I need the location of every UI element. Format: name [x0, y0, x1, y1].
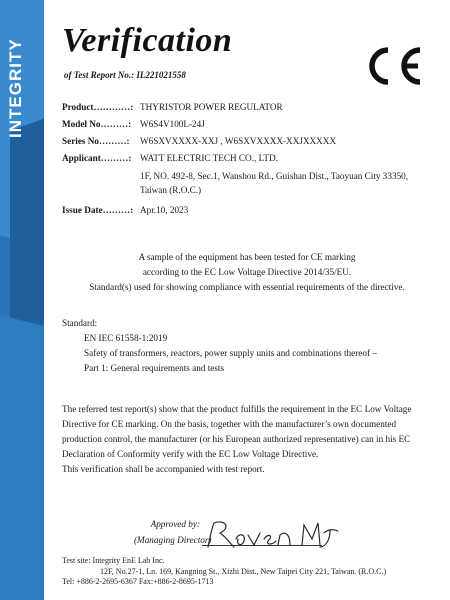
model-row — [62, 117, 442, 131]
ce-mark-icon — [360, 42, 426, 90]
document-title: Verification — [62, 22, 233, 59]
applicant-label: Applicant………: — [62, 153, 132, 163]
statement-line: A sample of the equipment has been tested for CE marking — [138, 252, 356, 262]
series-row — [62, 134, 442, 148]
issue-date-label: Issue Date………: — [62, 205, 134, 215]
body-line: Directive for CE marking. On the basis, together with the manufacturer’s own documented — [62, 419, 397, 429]
test-statement — [62, 250, 432, 295]
body-line: This verification shall be accompanied with test report. — [62, 464, 265, 474]
sidebar-band — [0, 310, 44, 600]
model-label: Model No………: — [62, 119, 132, 129]
product-value: THYRISTOR POWER REGULATOR — [140, 102, 283, 112]
test-site-footer — [62, 556, 442, 588]
standard-section — [62, 316, 432, 376]
standard-label: Standard: — [62, 318, 98, 328]
product-label: Product…………: — [62, 102, 134, 112]
address-line: 1F, NO. 492-8, Sec.1, Wanshou Rd., Guishan Dist., Taoyuan City 33350, — [140, 171, 409, 181]
address-line: Taiwan (R.O.C.) — [140, 185, 202, 195]
applicant-row — [62, 151, 442, 165]
brand-sidebar — [0, 0, 44, 600]
verification-body — [62, 402, 437, 477]
footer-line: Tel: +886-2-2695-6367 Fax:+886-2-8695-1713 — [62, 577, 214, 586]
footer-line: Test site: Integrity EnE Lab Inc. — [62, 556, 165, 565]
signer-role: (Managing Director) — [134, 535, 212, 545]
product-row — [62, 100, 442, 114]
approval-block — [134, 519, 440, 559]
standard-description: Part 1: General requirements and tests — [84, 363, 225, 373]
footer-line: 12F, No.27-1, Ln. 169, Kangning St., Xizhi Dist., New Taipei City 221, Taiwan. (R.O.C.) — [100, 566, 387, 576]
model-value: W6S4V100L-24J — [140, 119, 205, 129]
issue-date-value: Apr.10, 2023 — [140, 205, 189, 215]
approved-by-label: Approved by: — [150, 519, 200, 529]
applicant-value: WATT ELECTRIC TECH CO., LTD. — [140, 153, 278, 163]
series-value: W6SXVXXXX-XXJ , W6SXVXXXX-XXJXXXXX — [140, 136, 337, 146]
body-line: The referred test report(s) show that the product fulfills the requirement in the EC Low Voltage — [62, 404, 412, 414]
issue-date-row — [62, 203, 442, 217]
body-line: production control, the manufacturer (or his European authorized representative) can in his EC — [62, 434, 411, 444]
standard-code: EN IEC 61558-1:2019 — [84, 333, 168, 343]
body-line: Declaration of Conformity verify with the EC Low Voltage Directive. — [62, 449, 319, 459]
series-label: Series No………: — [62, 136, 130, 146]
standard-description: Safety of transformers, reactors, power supply units and combinations thereof – — [84, 348, 377, 358]
statement-line: according to the EC Low Voltage Directive 2014/35/EU. — [142, 267, 352, 277]
applicant-address — [140, 169, 442, 197]
address-spacer — [62, 169, 140, 197]
product-info — [62, 100, 442, 220]
report-number: of Test Report No.: IL221021558 — [64, 70, 186, 80]
signature-line — [202, 545, 322, 546]
statement-line: Standard(s) used for showing compliance with essential requirements of the directive. — [89, 282, 405, 292]
brand-logo: INTEGRITY — [6, 38, 25, 138]
handwritten-signature — [202, 517, 342, 553]
address-row — [62, 169, 442, 197]
